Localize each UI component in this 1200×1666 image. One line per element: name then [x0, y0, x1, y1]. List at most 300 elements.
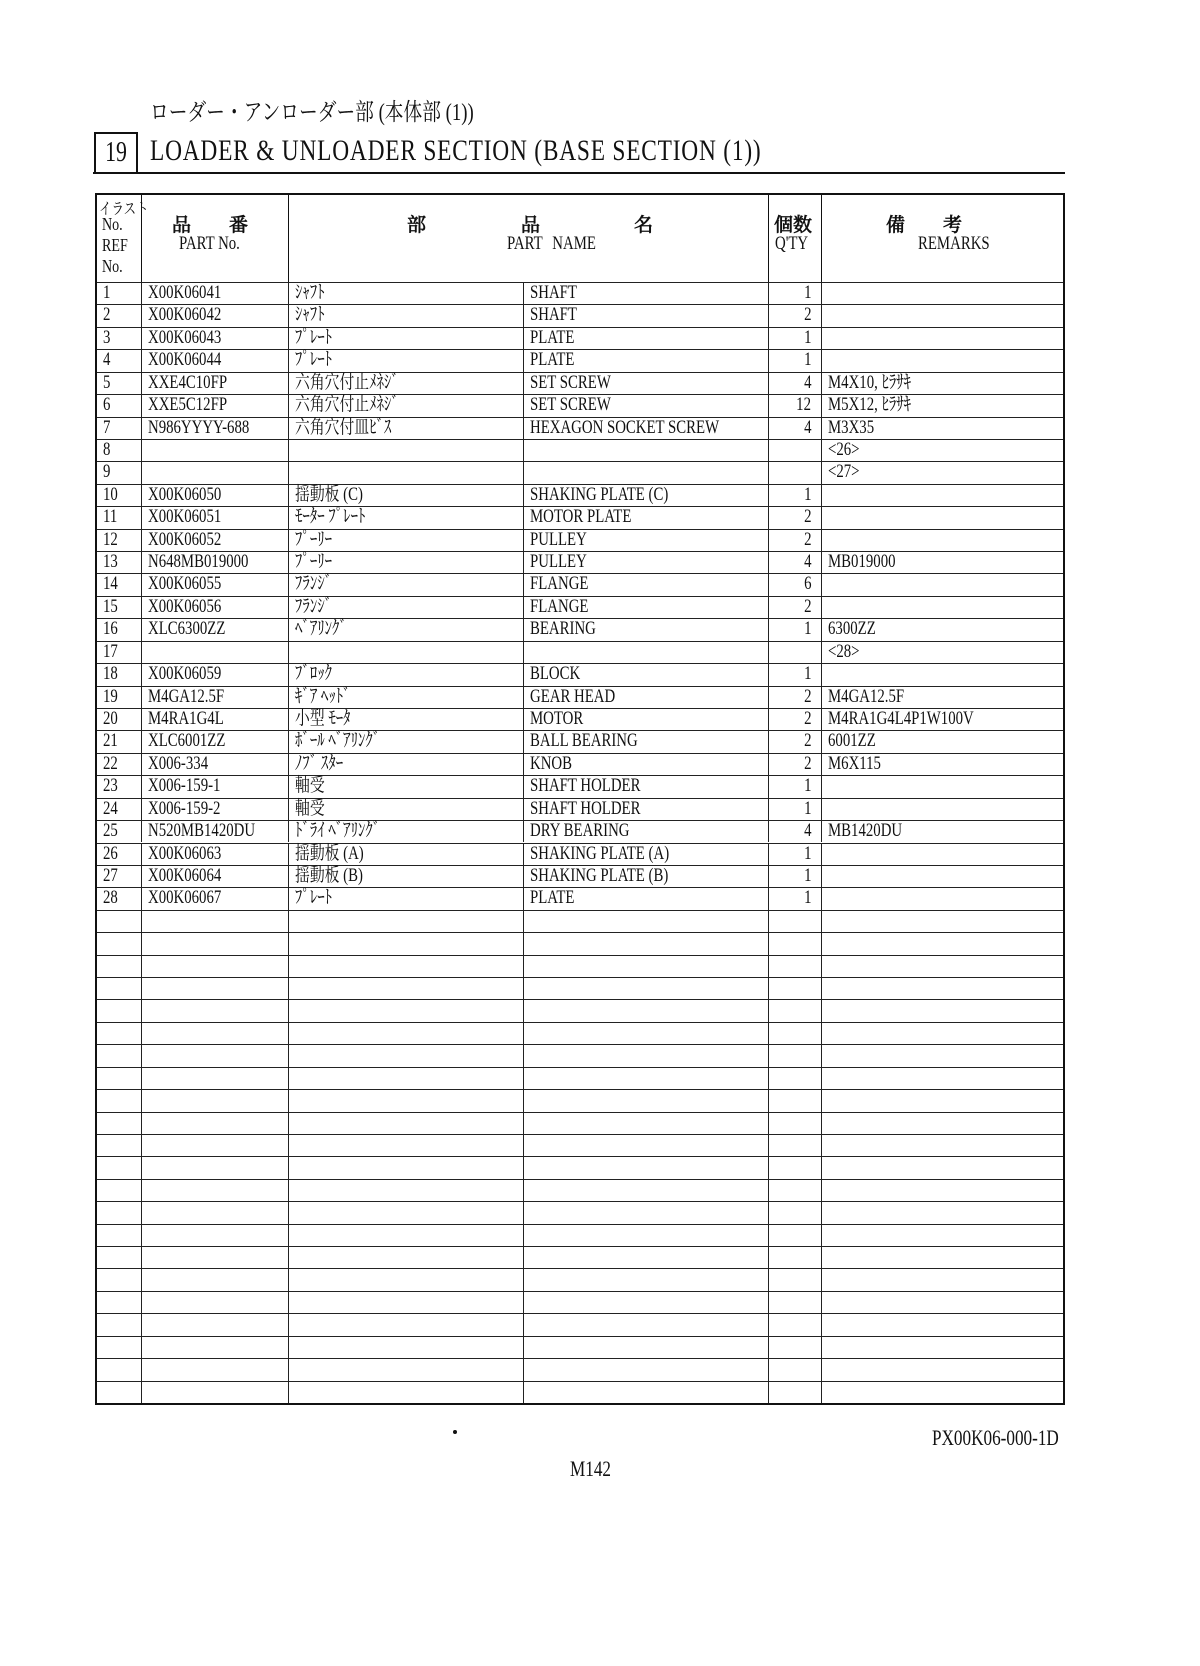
cell-name-en — [524, 1068, 769, 1089]
cell-name-en — [524, 373, 769, 394]
table-row — [97, 417, 1063, 439]
cell-part-no — [142, 1180, 289, 1201]
cell-remarks — [822, 776, 1063, 797]
cell-remarks — [822, 933, 1063, 954]
cell-name-en — [524, 687, 769, 708]
cell-qty — [769, 1247, 822, 1268]
cell-name-jp — [289, 799, 524, 820]
cell-ref — [97, 350, 142, 371]
cell-name-jp — [289, 754, 524, 775]
cell-qty — [769, 1180, 822, 1201]
cell-name-en — [524, 1247, 769, 1268]
cell-name-en — [524, 978, 769, 999]
cell-part-no — [142, 911, 289, 932]
ref-text: 5 — [103, 371, 111, 393]
qty-text: 1 — [803, 618, 811, 640]
ref-text: 24 — [103, 797, 118, 819]
cell-ref — [97, 1180, 142, 1201]
table-row — [97, 573, 1063, 595]
cell-qty — [769, 619, 822, 640]
header-part-name-jp1: 部 — [407, 215, 427, 236]
name-en-text: PLATE — [530, 326, 575, 348]
name-en-text: PLATE — [530, 349, 575, 371]
header-qty — [769, 195, 822, 282]
cell-name-en — [524, 1180, 769, 1201]
cell-name-jp — [289, 350, 524, 371]
cell-ref — [97, 1113, 142, 1134]
empty-table-row — [97, 1358, 1063, 1380]
cell-ref — [97, 911, 142, 932]
cell-remarks — [822, 754, 1063, 775]
name-en-text: PLATE — [530, 887, 575, 909]
header-part-no — [142, 195, 289, 282]
cell-ref — [97, 507, 142, 528]
ref-text: 7 — [103, 416, 111, 438]
ref-text: 25 — [103, 820, 118, 842]
empty-table-row — [97, 1089, 1063, 1111]
part-no-text: M4GA12.5F — [148, 685, 225, 707]
cell-qty — [769, 799, 822, 820]
cell-ref — [97, 619, 142, 640]
cell-ref — [97, 821, 142, 842]
cell-ref — [97, 709, 142, 730]
ref-text: 23 — [103, 775, 118, 797]
table-row — [97, 753, 1063, 775]
part-no-text: N648MB019000 — [148, 551, 249, 573]
cell-name-jp — [289, 709, 524, 730]
cell-name-en — [524, 305, 769, 326]
table-row — [97, 439, 1063, 461]
name-jp-text: ﾍﾞｱﾘﾝｸﾞ — [295, 618, 347, 640]
empty-table-row — [97, 1201, 1063, 1223]
table-row — [97, 663, 1063, 685]
qty-text: 1 — [803, 842, 811, 864]
section-title-jp — [150, 92, 565, 127]
header-part-name-jp3: 名 — [634, 215, 654, 236]
cell-name-jp — [289, 1068, 524, 1089]
table-row — [97, 596, 1063, 618]
table-row — [97, 349, 1063, 371]
table-row — [97, 551, 1063, 573]
cell-name-en — [524, 1090, 769, 1111]
name-en-text: GEAR HEAD — [530, 685, 616, 707]
cell-name-jp — [289, 1314, 524, 1335]
cell-name-jp — [289, 485, 524, 506]
part-no-text: X00K06041 — [148, 282, 222, 303]
name-jp-text: ﾎﾞｰﾙ ﾍﾞｱﾘﾝｸﾞ — [295, 730, 381, 752]
cell-qty — [769, 1045, 822, 1066]
empty-table-row — [97, 1112, 1063, 1134]
ref-text: 28 — [103, 887, 118, 909]
cell-part-no — [142, 731, 289, 752]
cell-part-no — [142, 485, 289, 506]
ref-text: 14 — [103, 573, 118, 595]
cell-part-no — [142, 373, 289, 394]
cell-name-jp — [289, 687, 524, 708]
cell-remarks — [822, 1135, 1063, 1156]
cell-ref — [97, 956, 142, 977]
cell-ref — [97, 1090, 142, 1111]
cell-qty — [769, 552, 822, 573]
cell-qty — [769, 328, 822, 349]
name-en-text: MOTOR — [530, 707, 584, 729]
ref-text: 4 — [103, 349, 111, 371]
cell-name-en — [524, 799, 769, 820]
cell-qty — [769, 1023, 822, 1044]
remarks-text: 6001ZZ — [828, 730, 876, 752]
header-remarks-jp: 備 考 — [886, 215, 963, 236]
remarks-text: M4RA1G4L4P1W100V — [828, 707, 974, 729]
name-jp-text: ﾌﾟｰﾘｰ — [295, 528, 333, 550]
cell-part-no — [142, 1225, 289, 1246]
cell-qty — [769, 888, 822, 909]
cell-name-en — [524, 507, 769, 528]
section-number: 19 — [105, 137, 127, 168]
qty-text: 2 — [803, 752, 811, 774]
cell-name-jp — [289, 731, 524, 752]
cell-part-no — [142, 754, 289, 775]
cell-name-jp — [289, 1180, 524, 1201]
cell-name-en — [524, 552, 769, 573]
cell-part-no — [142, 978, 289, 999]
ref-text: 10 — [103, 483, 118, 505]
cell-remarks — [822, 305, 1063, 326]
cell-remarks — [822, 687, 1063, 708]
parts-table — [95, 193, 1065, 1405]
cell-remarks — [822, 844, 1063, 865]
part-no-text: X00K06050 — [148, 483, 222, 505]
cell-ref — [97, 440, 142, 461]
part-no-text: X00K06064 — [148, 864, 222, 886]
cell-part-no — [142, 283, 289, 304]
cell-remarks — [822, 642, 1063, 663]
table-row — [97, 820, 1063, 842]
cell-remarks — [822, 1314, 1063, 1335]
cell-remarks — [822, 552, 1063, 573]
cell-name-jp — [289, 776, 524, 797]
name-jp-text: 六角穴付止ﾒﾈｼﾞ — [295, 371, 399, 393]
ref-text: 15 — [103, 595, 118, 617]
cell-part-no — [142, 1113, 289, 1134]
table-row — [97, 843, 1063, 865]
ref-text: 26 — [103, 842, 118, 864]
cell-name-en — [524, 1000, 769, 1021]
cell-remarks — [822, 1023, 1063, 1044]
cell-name-en — [524, 1113, 769, 1134]
cell-name-jp — [289, 1135, 524, 1156]
cell-name-jp — [289, 1269, 524, 1290]
cell-ref — [97, 1135, 142, 1156]
part-no-text: X00K06059 — [148, 663, 222, 685]
name-jp-text: ﾄﾞﾗｲ ﾍﾞｱﾘﾝｸﾞ — [295, 820, 381, 842]
cell-part-no — [142, 821, 289, 842]
ref-text: 1 — [103, 282, 111, 303]
empty-table-row — [97, 1313, 1063, 1335]
cell-remarks — [822, 709, 1063, 730]
cell-part-no — [142, 552, 289, 573]
ref-text: 11 — [103, 506, 118, 528]
part-no-text: X00K06063 — [148, 842, 222, 864]
cell-qty — [769, 1337, 822, 1358]
cell-ref — [97, 1023, 142, 1044]
cell-qty — [769, 373, 822, 394]
cell-qty — [769, 574, 822, 595]
cell-qty — [769, 978, 822, 999]
cell-part-no — [142, 888, 289, 909]
cell-ref — [97, 866, 142, 887]
cell-name-en — [524, 395, 769, 416]
name-en-text: SHAKING PLATE (B) — [530, 864, 669, 886]
cell-remarks — [822, 462, 1063, 483]
cell-name-jp — [289, 1382, 524, 1403]
cell-part-no — [142, 1337, 289, 1358]
cell-remarks — [822, 911, 1063, 932]
cell-part-no — [142, 1023, 289, 1044]
cell-qty — [769, 507, 822, 528]
cell-remarks — [822, 1292, 1063, 1313]
table-row — [97, 529, 1063, 551]
cell-qty — [769, 418, 822, 439]
cell-ref — [97, 485, 142, 506]
cell-qty — [769, 776, 822, 797]
cell-ref — [97, 328, 142, 349]
name-jp-text: 揺動板 (C) — [295, 483, 363, 505]
cell-name-en — [524, 1045, 769, 1066]
table-row — [97, 730, 1063, 752]
remarks-text: M6X115 — [828, 752, 881, 774]
cell-remarks — [822, 799, 1063, 820]
cell-ref — [97, 1202, 142, 1223]
qty-text: 1 — [803, 663, 811, 685]
cell-name-jp — [289, 1225, 524, 1246]
name-en-text: FLANGE — [530, 573, 589, 595]
cell-name-jp — [289, 418, 524, 439]
cell-ref — [97, 418, 142, 439]
name-en-text: SHAFT HOLDER — [530, 775, 641, 797]
part-no-text: X006-159-1 — [148, 775, 221, 797]
cell-qty — [769, 642, 822, 663]
empty-table-row — [97, 1246, 1063, 1268]
cell-remarks — [822, 1045, 1063, 1066]
remarks-text: M4GA12.5F — [828, 685, 905, 707]
table-row — [97, 708, 1063, 730]
cell-remarks — [822, 373, 1063, 394]
qty-text: 4 — [803, 820, 811, 842]
cell-qty — [769, 754, 822, 775]
remarks-text: <26> — [828, 438, 860, 460]
name-jp-text: ﾌﾟﾚｰﾄ — [295, 349, 333, 371]
header-ref-jp: イラスト — [99, 201, 149, 218]
cell-remarks — [822, 1382, 1063, 1403]
cell-ref — [97, 395, 142, 416]
part-no-text: XXE5C12FP — [148, 394, 228, 416]
qty-text: 2 — [803, 707, 811, 729]
qty-text: 1 — [803, 864, 811, 886]
page-number-text: M142 — [570, 1456, 611, 1481]
cell-remarks — [822, 1225, 1063, 1246]
ref-text: 27 — [103, 864, 118, 886]
empty-table-row — [97, 1268, 1063, 1290]
qty-text: 1 — [803, 483, 811, 505]
cell-name-jp — [289, 933, 524, 954]
remarks-text: MB1420DU — [828, 820, 903, 842]
part-no-text: X00K06043 — [148, 326, 222, 348]
part-no-text: X00K06044 — [148, 349, 222, 371]
header-part-name-jp2: 品 — [521, 215, 541, 236]
cell-remarks — [822, 1090, 1063, 1111]
cell-name-en — [524, 776, 769, 797]
cell-ref — [97, 1068, 142, 1089]
cell-name-jp — [289, 530, 524, 551]
cell-qty — [769, 956, 822, 977]
header-qty-en: Q'TY — [775, 233, 809, 254]
cell-name-jp — [289, 462, 524, 483]
table-row — [97, 372, 1063, 394]
cell-ref — [97, 283, 142, 304]
cell-name-en — [524, 664, 769, 685]
remarks-text: <28> — [828, 640, 860, 662]
table-row — [97, 887, 1063, 909]
name-en-text: PULLEY — [530, 551, 587, 573]
qty-text: 2 — [803, 730, 811, 752]
name-jp-text: 小型 ﾓｰﾀ — [295, 707, 351, 729]
table-row — [97, 618, 1063, 640]
section-title-jp-text: ローダー・アンローダー部 (本体部 (1)) — [150, 100, 474, 126]
cell-qty — [769, 933, 822, 954]
cell-ref — [97, 1337, 142, 1358]
table-row — [97, 394, 1063, 416]
cell-name-jp — [289, 866, 524, 887]
cell-ref — [97, 530, 142, 551]
cell-name-jp — [289, 440, 524, 461]
title-divider — [93, 172, 1065, 174]
cell-remarks — [822, 1157, 1063, 1178]
cell-ref — [97, 933, 142, 954]
empty-table-row — [97, 955, 1063, 977]
part-no-text: X00K06052 — [148, 528, 222, 550]
cell-remarks — [822, 821, 1063, 842]
cell-part-no — [142, 597, 289, 618]
name-en-text: DRY BEARING — [530, 820, 630, 842]
cell-remarks — [822, 485, 1063, 506]
cell-part-no — [142, 328, 289, 349]
cell-remarks — [822, 1202, 1063, 1223]
cell-ref — [97, 1045, 142, 1066]
cell-name-jp — [289, 664, 524, 685]
cell-qty — [769, 1202, 822, 1223]
cell-qty — [769, 395, 822, 416]
cell-qty — [769, 283, 822, 304]
cell-qty — [769, 530, 822, 551]
cell-name-jp — [289, 1359, 524, 1380]
qty-text: 1 — [803, 775, 811, 797]
name-jp-text: ﾓｰﾀｰ ﾌﾟﾚｰﾄ — [295, 506, 366, 528]
cell-remarks — [822, 395, 1063, 416]
cell-part-no — [142, 619, 289, 640]
ref-text: 17 — [103, 640, 118, 662]
name-en-text: SHAFT — [530, 282, 577, 303]
cell-name-en — [524, 283, 769, 304]
ref-text: 3 — [103, 326, 111, 348]
cell-qty — [769, 305, 822, 326]
page-number — [570, 1456, 623, 1482]
cell-ref — [97, 373, 142, 394]
cell-remarks — [822, 440, 1063, 461]
cell-part-no — [142, 1292, 289, 1313]
cell-ref — [97, 978, 142, 999]
part-no-text: XLC6300ZZ — [148, 618, 226, 640]
ref-text: 19 — [103, 685, 118, 707]
qty-text: 1 — [803, 797, 811, 819]
empty-table-row — [97, 1156, 1063, 1178]
cell-name-en — [524, 462, 769, 483]
cell-name-jp — [289, 373, 524, 394]
cell-qty — [769, 1292, 822, 1313]
qty-text: 1 — [803, 282, 811, 303]
name-jp-text: ﾌﾟﾚｰﾄ — [295, 887, 333, 909]
name-jp-text: 揺動板 (A) — [295, 842, 364, 864]
qty-text: 1 — [803, 326, 811, 348]
cell-remarks — [822, 956, 1063, 977]
document-code-text: PX00K06-000-1D — [932, 1425, 1059, 1450]
cell-name-en — [524, 1225, 769, 1246]
cell-name-en — [524, 1292, 769, 1313]
name-en-text: SHAFT — [530, 304, 577, 326]
qty-text: 2 — [803, 304, 811, 326]
table-row — [97, 461, 1063, 483]
cell-name-en — [524, 485, 769, 506]
name-en-text: HEXAGON SOCKET SCREW — [530, 416, 720, 438]
cell-name-jp — [289, 911, 524, 932]
cell-part-no — [142, 709, 289, 730]
name-jp-text: ﾉﾌﾞ ｽﾀｰ — [295, 752, 344, 774]
cell-part-no — [142, 1202, 289, 1223]
cell-name-en — [524, 888, 769, 909]
cell-part-no — [142, 1068, 289, 1089]
cell-part-no — [142, 866, 289, 887]
ref-text: 8 — [103, 438, 111, 460]
cell-qty — [769, 1113, 822, 1134]
cell-name-jp — [289, 328, 524, 349]
name-jp-text: 六角穴付止ﾒﾈｼﾞ — [295, 394, 399, 416]
part-no-text: XLC6001ZZ — [148, 730, 226, 752]
cell-part-no — [142, 1135, 289, 1156]
part-no-text: M4RA1G4L — [148, 707, 224, 729]
cell-ref — [97, 305, 142, 326]
cell-ref — [97, 776, 142, 797]
cell-part-no — [142, 933, 289, 954]
cell-qty — [769, 1090, 822, 1111]
cell-name-jp — [289, 821, 524, 842]
ref-text: 9 — [103, 461, 111, 483]
empty-table-row — [97, 1067, 1063, 1089]
name-en-text: BALL BEARING — [530, 730, 638, 752]
ref-text: 6 — [103, 394, 111, 416]
cell-name-en — [524, 1337, 769, 1358]
name-jp-text: ｼｬﾌﾄ — [295, 304, 325, 326]
cell-name-jp — [289, 1157, 524, 1178]
cell-part-no — [142, 1090, 289, 1111]
cell-part-no — [142, 395, 289, 416]
name-en-text: SHAKING PLATE (A) — [530, 842, 670, 864]
cell-name-en — [524, 418, 769, 439]
qty-text: 1 — [803, 349, 811, 371]
cell-qty — [769, 821, 822, 842]
table-row — [97, 865, 1063, 887]
cell-ref — [97, 1359, 142, 1380]
cell-qty — [769, 1225, 822, 1246]
cell-name-jp — [289, 978, 524, 999]
